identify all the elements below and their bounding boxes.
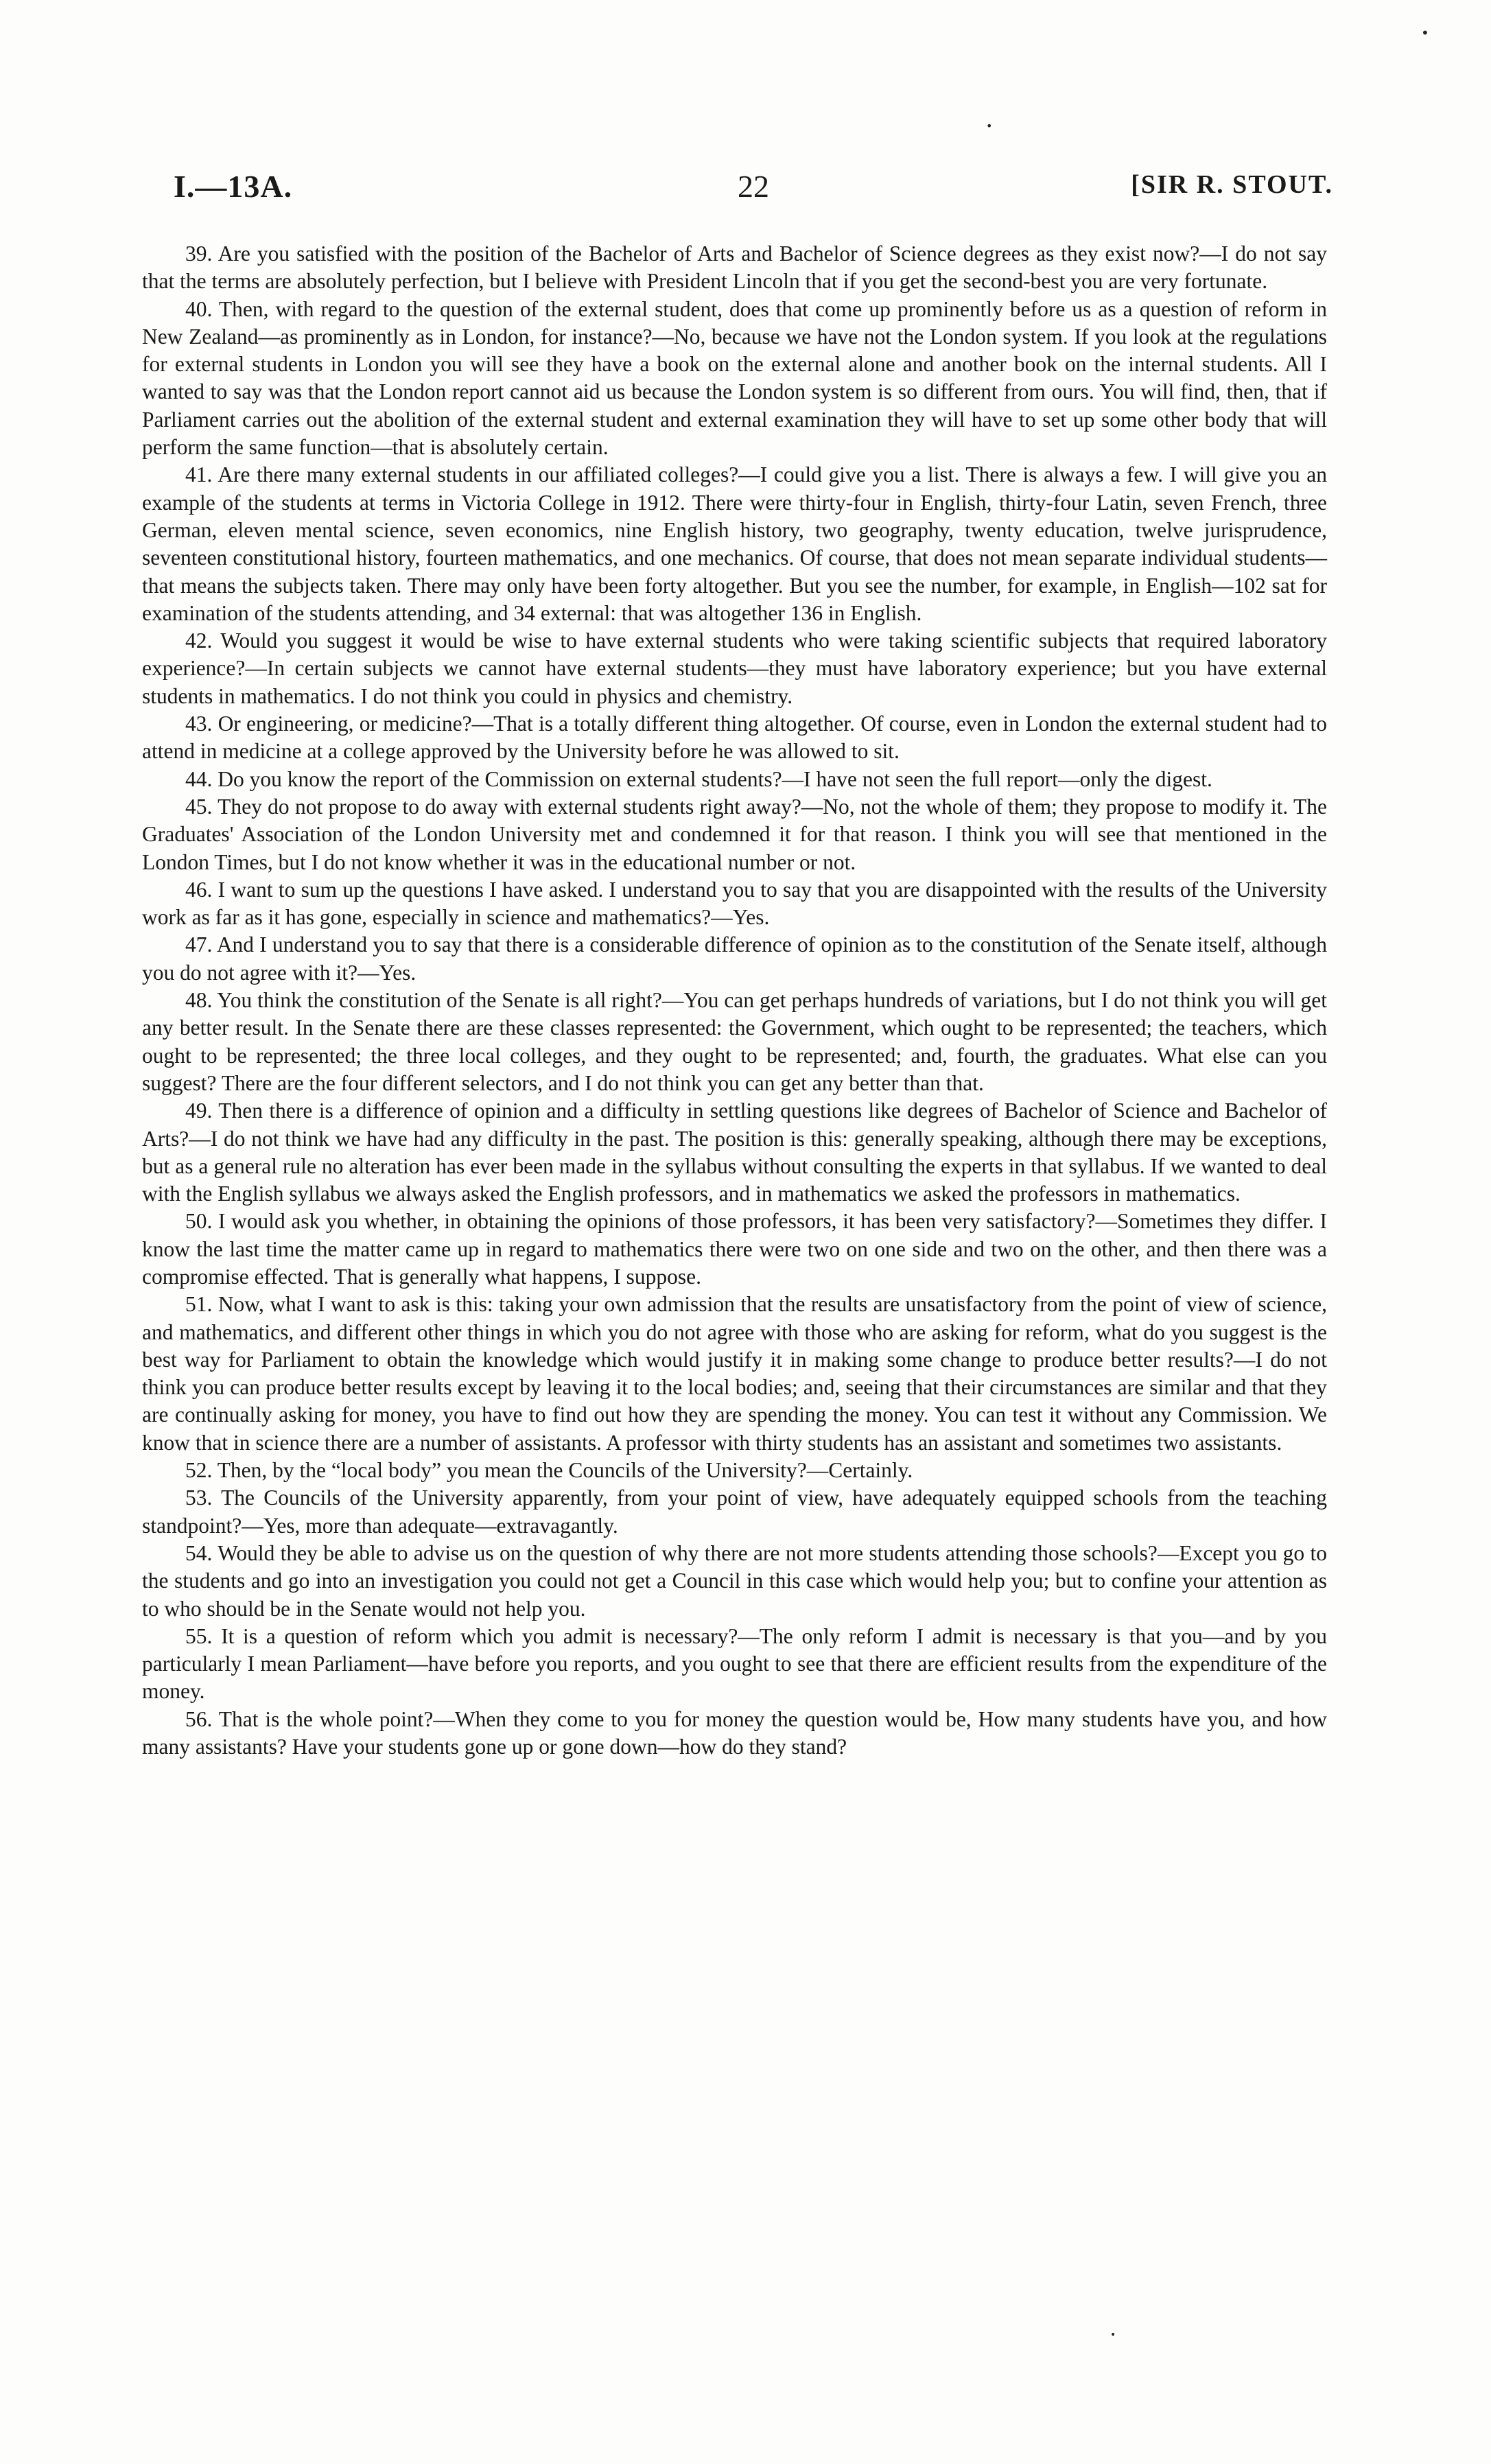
- scan-speck-mark: •: [1421, 25, 1429, 41]
- testimony-paragraph: [142, 1097, 1327, 1208]
- scan-speck-mark: •: [986, 119, 993, 132]
- question-number: 46.: [185, 877, 213, 902]
- question-number: 52.: [185, 1458, 213, 1483]
- paragraph-text: Or engineering, or medicine?—That is a totally different thing altogether. Of course, even in London the external student had to attend in medicine at a college approved by the University before he was allowed to sit.: [142, 712, 1328, 764]
- testimony-paragraph: [142, 766, 1327, 793]
- testimony-paragraph: [142, 1457, 1327, 1484]
- testimony-paragraph: [142, 931, 1327, 987]
- paragraph-text: Are there many external students in our affiliated colleges?—I could give you a list. There is always a few. I will give you an example of the students at terms in Victoria College in 1912. There were thirty-four in English, thirty-four Latin, seven French, three German, eleven mental science, seven economics, nine English history, two geography, twenty education, twelve jurisprudence, seventeen constitutional history, fourteen mathematics, and one mechanics. Of course, that does not mean separate individual students—that means the subjects taken. There may only have been forty altogether. But you see the number, for example, in English—102 sat for examination of the students attending, and 34 external: that was altogether 136 in English.: [142, 462, 1327, 625]
- question-number: 45.: [185, 794, 213, 819]
- question-number: 42.: [185, 629, 213, 653]
- scan-speck-mark: •: [1110, 2330, 1116, 2340]
- paragraph-text: I want to sum up the questions I have asked. I understand you to say that you are disappointed with the results of the University work as far as it has gone, especially in science and mathematics?—Yes.: [142, 877, 1327, 930]
- testimony-paragraph: [142, 1623, 1327, 1706]
- question-number: 41.: [185, 462, 213, 487]
- page-number: 22: [738, 169, 769, 204]
- question-number: 49.: [185, 1099, 213, 1123]
- paragraph-text: You think the constitution of the Senate is all right?—You can get perhaps hundreds of variations, but I do not think you will get any better result. In the Senate there are these classes represented: the Government, which ought to be represented; the teachers, which ought to be represented; the three local colleges, and they ought to be represented; and, fourth, the graduates. What else can you suggest? There are the four different selectors, and I do not think you can get any better than that.: [142, 988, 1327, 1095]
- paragraph-text: The Councils of the University apparently, from your point of view, have adequately equipped schools from the teaching standpoint?—Yes, more than adequate—extravagantly.: [142, 1486, 1327, 1538]
- testimony-paragraph: [142, 240, 1327, 296]
- question-number: 40.: [185, 296, 213, 321]
- paragraph-text: Now, what I want to ask is this: taking your own admission that the results are unsatisfactory from the point of view of science, and mathematics, and different other things in which you do not agree with those who are asking for reform, what do you suggest is the best way for Parliament to obtain the knowledge which would justify it in making some change to produce better results?—I do not think you can produce better results except by leaving it to the local bodies; and, seeing that their circumstances are similar and that they are continually asking for money, you have to find out how they are spending the money. You can test it without any Commission. We know that in science there are a number of assistants. A professor with thirty students has an assistant and sometimes two assistants.: [142, 1292, 1327, 1455]
- testimony-paragraph: [142, 1484, 1327, 1540]
- testimony-body: [142, 240, 1327, 1761]
- question-number: 50.: [185, 1209, 213, 1234]
- question-number: 43.: [185, 712, 213, 736]
- testimony-paragraph: [142, 461, 1327, 627]
- question-number: 44.: [185, 766, 213, 791]
- question-number: 48.: [185, 988, 213, 1013]
- question-number: 53.: [185, 1486, 213, 1510]
- testimony-paragraph: [142, 793, 1327, 876]
- question-number: 55.: [185, 1623, 213, 1648]
- paragraph-text: Do you know the report of the Commission on external students?—I have not seen the full report—only the digest.: [218, 766, 1212, 791]
- paragraph-text: I would ask you whether, in obtaining the opinions of those professors, it has been very satisfactory?—Sometimes they differ. I know the last time the matter came up in regard to mathematics there were two on one side and two on the other, and then there was a compromise effected. That is generally what happens, I suppose.: [142, 1209, 1328, 1289]
- paragraph-text: It is a question of reform which you admit is necessary?—The only reform I admit is necessary is that you—and by you particularly I mean Parliament—have before you reports, and you ought to see that there are efficient results from the expenditure of the money.: [142, 1623, 1327, 1704]
- question-number: 39.: [185, 242, 213, 266]
- paragraph-text: That is the whole point?—When they come to you for money the question would be, How many students have you, and how many assistants? Have your students gone up or gone down—how do they stand?: [142, 1706, 1328, 1759]
- paragraph-text: Then there is a difference of opinion and a difficulty in settling questions like degrees of Bachelor of Science and Bachelor of Arts?—I do not think we have had any difficulty in the past. The position is this: generally speaking, although there may be exceptions, but as a general rule no alteration has ever been made in the syllabus without consulting the experts in that syllabus. If we wanted to deal with the English syllabus we always asked the English professors, and in mathematics we asked the professors in mathematics.: [142, 1099, 1327, 1206]
- testimony-paragraph: [142, 1208, 1327, 1291]
- paragraph-text: And I understand you to say that there is a considerable difference of opinion as to the constitution of the Senate itself, although you do not agree with it?—Yes.: [142, 932, 1327, 985]
- testimony-paragraph: [142, 296, 1327, 462]
- paragraph-text: Would you suggest it would be wise to have external students who were taking scientific subjects that required laboratory experience?—In certain subjects we cannot have external students—they must have laboratory experience; but you have external students in mathematics. I do not think you could in physics and chemistry.: [142, 629, 1327, 708]
- page-header: [174, 168, 1333, 209]
- testimony-paragraph: [142, 710, 1327, 766]
- paragraph-text: Then, with regard to the question of the external student, does that come up prominently before us as a question of reform in New Zealand—as prominently as in London, for instance?—No, because we have not the London system. If you look at the regulations for external students in London you will see they have a book on the external alone and another book on the internal students. All I wanted to say was that the London report cannot aid us because the London system is so different from ours. You will find, then, that if Parliament carries out the abolition of the external student and external examination they will have to set up some other body that will perform the same function—that is absolutely certain.: [142, 296, 1327, 460]
- question-number: 56.: [185, 1706, 213, 1731]
- testimony-paragraph: [142, 876, 1327, 932]
- witness-name: [SIR R. STOUT.: [1131, 170, 1333, 199]
- testimony-paragraph: [142, 1291, 1327, 1457]
- testimony-paragraph: [142, 1706, 1327, 1761]
- paragraph-text: Then, by the “local body” you mean the Councils of the University?—Certainly.: [217, 1458, 913, 1483]
- paragraph-text: Would they be able to advise us on the question of why there are not more students attending those schools?—Except you go to the students and go into an investigation you could not get a Council in this case which would help you; but to confine your attention as to who should be in the Senate would not help you.: [142, 1540, 1327, 1621]
- paragraph-text: They do not propose to do away with external students right away?—No, not the whole of them; they propose to modify it. The Graduates' Association of the London University met and condemned it for that reason. I think you will see that mentioned in the London Times, but I do not know whether it was in the educational number or not.: [142, 794, 1327, 874]
- question-number: 54.: [185, 1540, 213, 1565]
- question-number: 47.: [185, 932, 213, 957]
- testimony-paragraph: [142, 627, 1327, 710]
- document-reference: I.—13A.: [174, 169, 293, 204]
- question-number: 51.: [185, 1292, 213, 1317]
- testimony-paragraph: [142, 1540, 1327, 1623]
- paragraph-text: Are you satisfied with the position of the Bachelor of Arts and Bachelor of Science degrees as they exist now?—I do not say that the terms are absolutely perfection, but I believe with President Lincoln that if you get the second-best you are very fortunate.: [142, 242, 1328, 294]
- testimony-paragraph: [142, 987, 1327, 1097]
